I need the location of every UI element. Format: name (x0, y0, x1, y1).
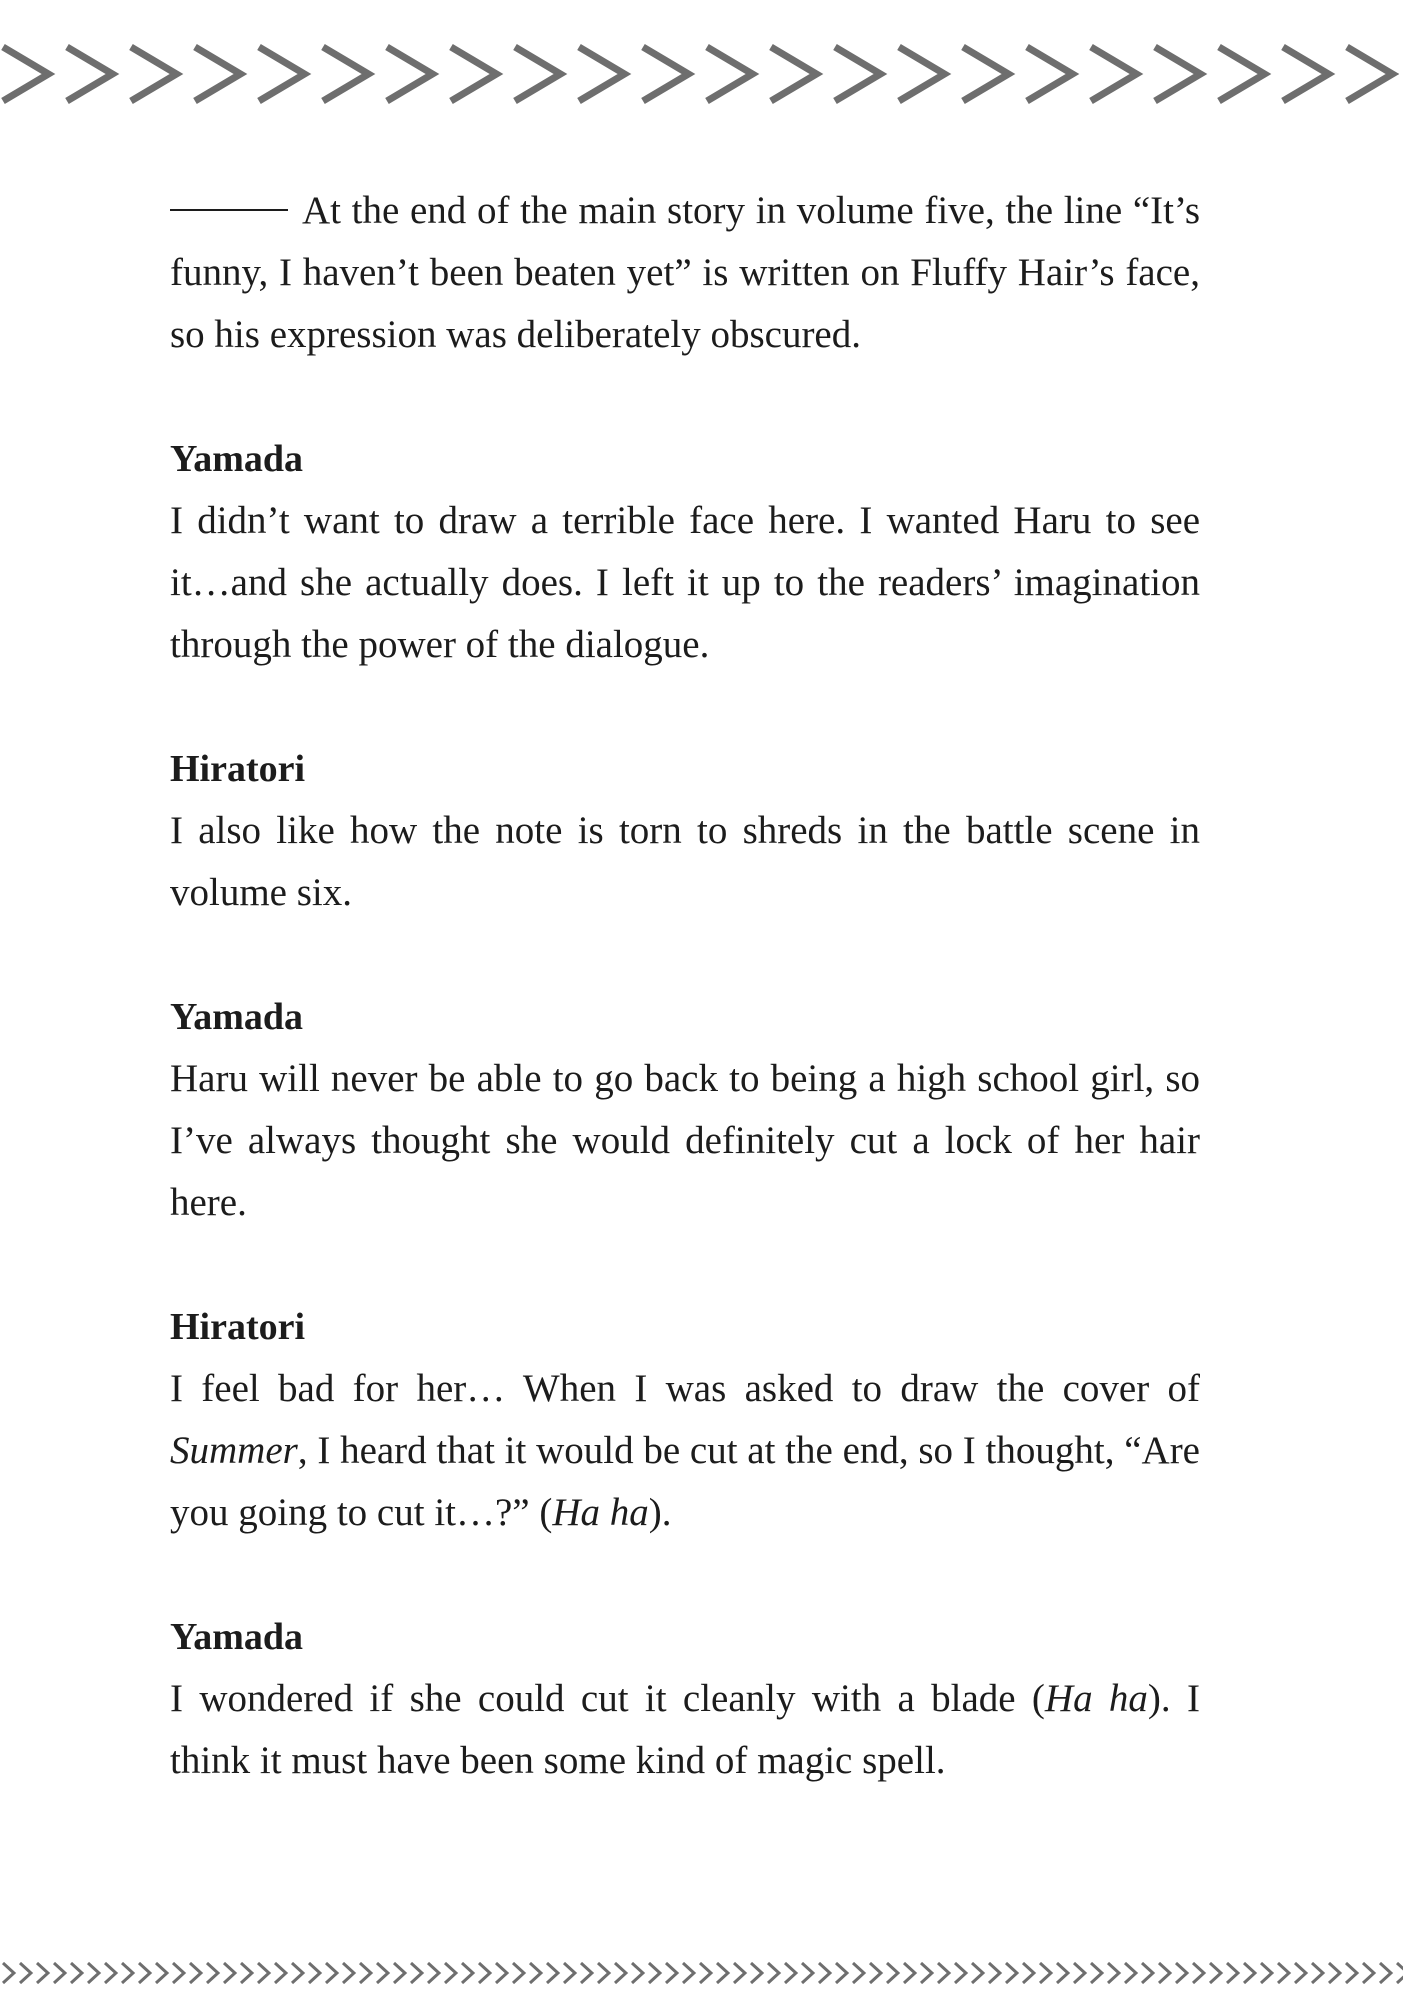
chevron-right-icon (1037, 1960, 1054, 1986)
chevron-right-icon (1212, 40, 1276, 108)
chevron-right-icon (17, 1960, 34, 1986)
speaker-name: Yamada (170, 438, 304, 480)
chevron-right-icon (306, 1960, 323, 1986)
speaker-name: Yamada (170, 996, 304, 1038)
chevron-right-icon (0, 40, 60, 108)
chevron-right-icon (102, 1960, 119, 1986)
chevron-right-icon (459, 1960, 476, 1986)
chevron-right-icon (1020, 40, 1084, 108)
chevron-right-icon (1088, 1960, 1105, 1986)
chevron-right-icon (476, 1960, 493, 1986)
chevron-right-icon (799, 1960, 816, 1986)
chevron-right-icon (1309, 1960, 1326, 1986)
chevron-right-icon (901, 1960, 918, 1986)
chevron-right-icon (935, 1960, 952, 1986)
chevron-right-icon (1394, 1960, 1403, 1986)
chevron-right-icon (1224, 1960, 1241, 1986)
chevron-right-icon (221, 1960, 238, 1986)
chevron-right-icon (60, 40, 124, 108)
speaker-name: Hiratori (170, 748, 306, 790)
chevron-right-icon (51, 1960, 68, 1986)
chevron-right-icon (646, 1960, 663, 1986)
dialogue-entry (170, 1606, 1200, 1792)
chevron-right-icon (765, 1960, 782, 1986)
speaker-name: Yamada (170, 1616, 304, 1658)
chevron-right-icon (867, 1960, 884, 1986)
speaker-name: Hiratori (170, 1306, 306, 1348)
chevron-right-icon (85, 1960, 102, 1986)
chevron-right-icon (636, 40, 700, 108)
chevron-right-icon (956, 40, 1020, 108)
chevron-right-icon (289, 1960, 306, 1986)
chevron-right-icon (1148, 40, 1212, 108)
chevron-right-icon (391, 1960, 408, 1986)
chevron-right-icon (561, 1960, 578, 1986)
chevron-right-icon (442, 1960, 459, 1986)
text-segment: , I heard that it would be cut at the end, so I thought, “Are you going to cut it…?” ( (170, 1429, 1200, 1534)
interview-body (170, 180, 1200, 1792)
chevron-right-icon (493, 1960, 510, 1986)
chevron-right-icon (544, 1960, 561, 1986)
em-dash-rule (170, 209, 288, 211)
chevron-right-icon (884, 1960, 901, 1986)
chevron-right-icon (1003, 1960, 1020, 1986)
chevron-right-icon (748, 1960, 765, 1986)
chevron-right-icon (272, 1960, 289, 1986)
chevron-right-icon (1105, 1960, 1122, 1986)
chevron-right-icon (510, 1960, 527, 1986)
dialogue-entry (170, 428, 1200, 676)
chevron-right-icon (170, 1960, 187, 1986)
chevron-right-icon (828, 40, 892, 108)
dialogue-text: I also like how the note is torn to shreds in the battle scene in volume six. (170, 809, 1200, 914)
book-title: Summer (170, 1429, 298, 1472)
chevron-right-icon (153, 1960, 170, 1986)
chevron-right-icon (34, 1960, 51, 1986)
text-segment: I feel bad for her… When I was asked to draw the cover of (170, 1367, 1200, 1410)
laugh-note: Ha ha (552, 1491, 649, 1534)
chevron-right-icon (700, 40, 764, 108)
chevron-right-icon (892, 40, 956, 108)
dialogue-text (170, 1668, 1200, 1792)
text-segment: I wondered if she could cut it cleanly with a blade ( (170, 1677, 1045, 1720)
chevron-right-icon (952, 1960, 969, 1986)
chevron-right-icon (0, 1960, 17, 1986)
chevron-right-icon (1156, 1960, 1173, 1986)
dialogue-text: I didn’t want to draw a terrible face here. I wanted Haru to see it…and she actually does. I left it up to the readers’ imagination through the power of the dialogue. (170, 499, 1200, 666)
top-chevron-border (0, 40, 1399, 112)
chevron-right-icon (1054, 1960, 1071, 1986)
chevron-right-icon (408, 1960, 425, 1986)
chevron-right-icon (1190, 1960, 1207, 1986)
chevron-right-icon (1340, 40, 1399, 108)
chevron-right-icon (444, 40, 508, 108)
chevron-right-icon (782, 1960, 799, 1986)
chevron-right-icon (255, 1960, 272, 1986)
chevron-right-icon (714, 1960, 731, 1986)
chevron-right-icon (1360, 1960, 1377, 1986)
chevron-right-icon (1071, 1960, 1088, 1986)
chevron-right-icon (731, 1960, 748, 1986)
chevron-right-icon (323, 1960, 340, 1986)
chevron-right-icon (578, 1960, 595, 1986)
chevron-right-icon (136, 1960, 153, 1986)
dialogue-entry (170, 986, 1200, 1234)
chevron-right-icon (1276, 40, 1340, 108)
dialogue-text: Haru will never be able to go back to being a high school girl, so I’ve always thought she would definitely cut a lock of her hair here. (170, 1057, 1200, 1224)
chevron-right-icon (425, 1960, 442, 1986)
chevron-right-icon (380, 40, 444, 108)
chevron-right-icon (527, 1960, 544, 1986)
intro-paragraph (170, 180, 1200, 366)
chevron-right-icon (816, 1960, 833, 1986)
chevron-right-icon (1084, 40, 1148, 108)
chevron-right-icon (1258, 1960, 1275, 1986)
chevron-right-icon (252, 40, 316, 108)
dialogue-text (170, 1358, 1200, 1544)
chevron-right-icon (124, 40, 188, 108)
chevron-right-icon (572, 40, 636, 108)
chevron-right-icon (188, 40, 252, 108)
chevron-right-icon (629, 1960, 646, 1986)
chevron-right-icon (1275, 1960, 1292, 1986)
chevron-right-icon (612, 1960, 629, 1986)
chevron-right-icon (918, 1960, 935, 1986)
chevron-right-icon (187, 1960, 204, 1986)
chevron-right-icon (1377, 1960, 1394, 1986)
chevron-right-icon (680, 1960, 697, 1986)
dialogue-entry (170, 738, 1200, 924)
chevron-right-icon (764, 40, 828, 108)
text-segment: ). (648, 1491, 672, 1534)
chevron-right-icon (1207, 1960, 1224, 1986)
bottom-chevron-border (0, 1960, 1403, 1990)
intro-text: At the end of the main story in volume five, the line “It’s funny, I haven’t been beaten yet” is written on Fluffy Hair’s face, so his expression was deliberately obscured. (170, 189, 1200, 356)
laugh-note: Ha ha (1044, 1677, 1148, 1720)
chevron-right-icon (697, 1960, 714, 1986)
chevron-right-icon (340, 1960, 357, 1986)
chevron-right-icon (238, 1960, 255, 1986)
chevron-right-icon (357, 1960, 374, 1986)
chevron-right-icon (119, 1960, 136, 1986)
chevron-right-icon (969, 1960, 986, 1986)
chevron-right-icon (1326, 1960, 1343, 1986)
chevron-right-icon (663, 1960, 680, 1986)
chevron-right-icon (374, 1960, 391, 1986)
chevron-right-icon (1343, 1960, 1360, 1986)
dialogue-entry (170, 1296, 1200, 1544)
chevron-right-icon (508, 40, 572, 108)
chevron-right-icon (1020, 1960, 1037, 1986)
chevron-right-icon (850, 1960, 867, 1986)
chevron-right-icon (833, 1960, 850, 1986)
chevron-right-icon (316, 40, 380, 108)
chevron-right-icon (68, 1960, 85, 1986)
chevron-right-icon (986, 1960, 1003, 1986)
chevron-right-icon (1173, 1960, 1190, 1986)
chevron-right-icon (1292, 1960, 1309, 1986)
text-segment: ). I think it must have been some kind of magic spell. (170, 1677, 1200, 1782)
chevron-right-icon (595, 1960, 612, 1986)
chevron-right-icon (1139, 1960, 1156, 1986)
chevron-right-icon (204, 1960, 221, 1986)
chevron-right-icon (1122, 1960, 1139, 1986)
chevron-right-icon (1241, 1960, 1258, 1986)
